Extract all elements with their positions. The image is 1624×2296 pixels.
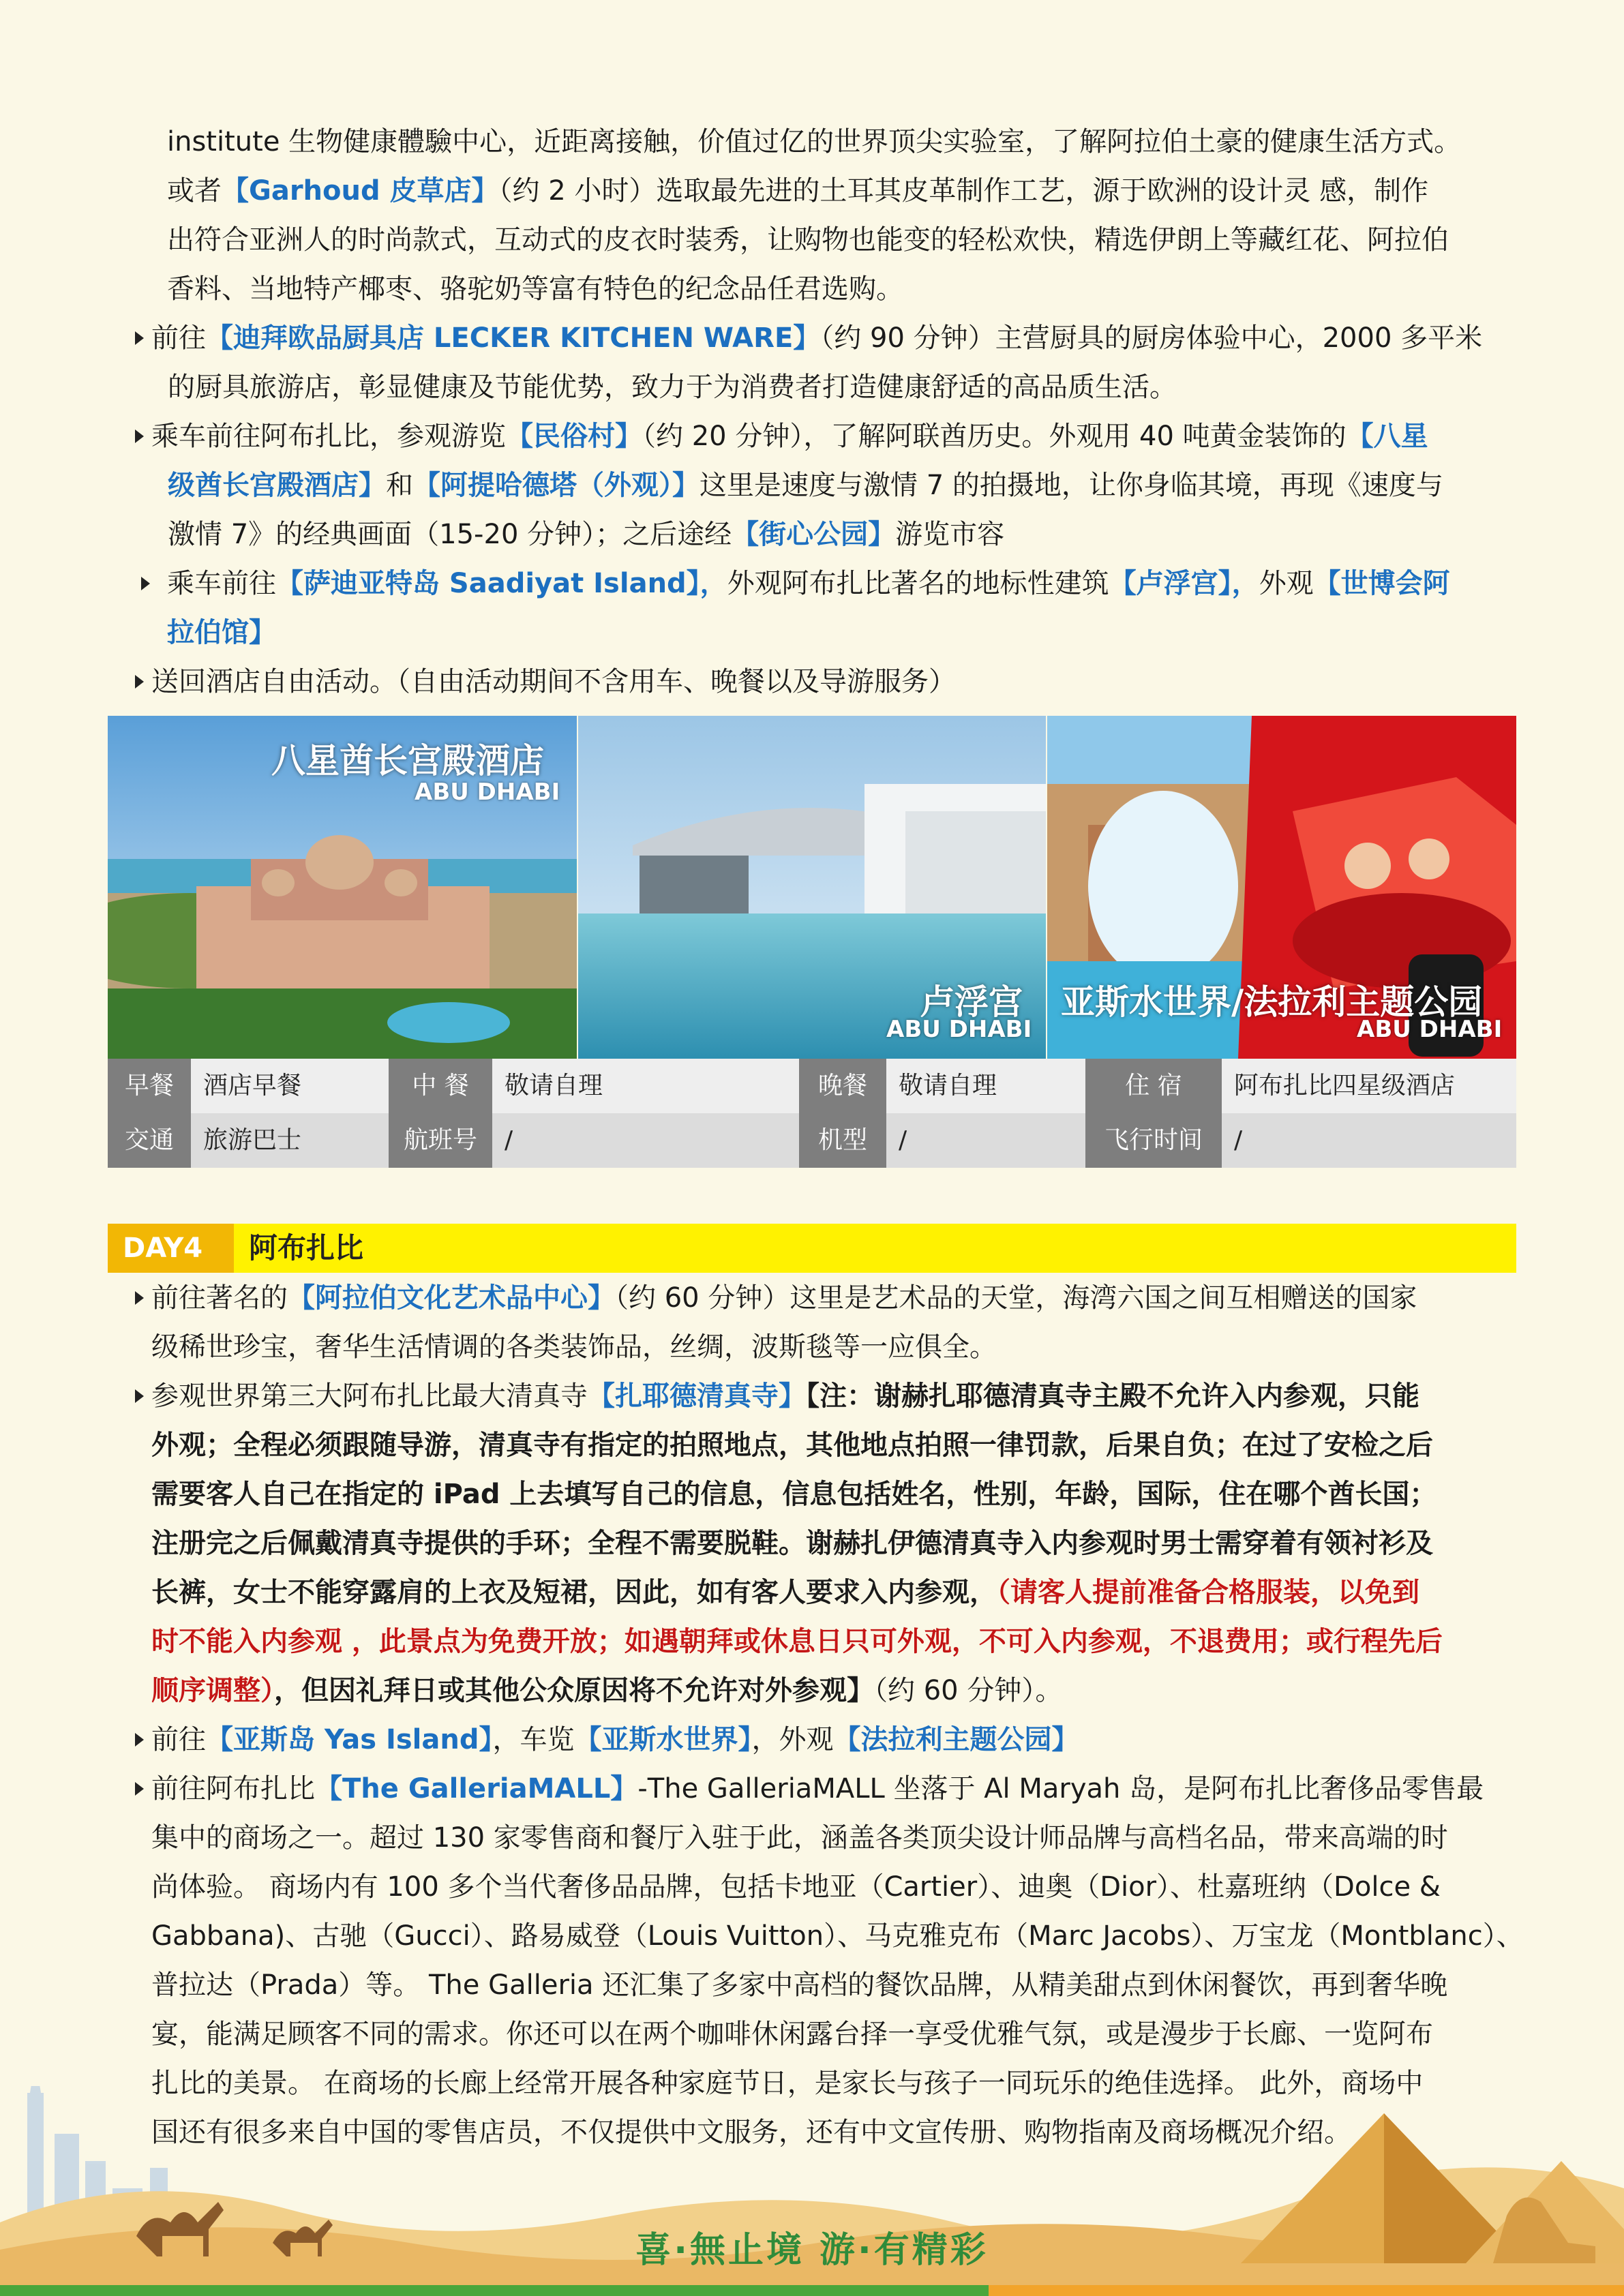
day-title: 阿布扎比 bbox=[249, 1231, 364, 1265]
bullet-triangle-icon bbox=[141, 577, 150, 590]
photo-emirates-palace bbox=[108, 716, 577, 1059]
day3-info-table bbox=[108, 1059, 1516, 1168]
transport-label: 交通 bbox=[108, 1113, 191, 1168]
photo-1-subtitle: ABU DHABI bbox=[415, 779, 560, 806]
bullet-abu-dhabi-tour: 乘车前往阿布扎比，参观游览【民俗村】（约 20 分钟），了解阿联酋历史。外观用 40 吨黄金装饰的【八星 级酋长宫殿酒店】和【阿提哈德塔（外观）】这里是速度与激情 7 的拍摄地，让你身临其境，再现《速度与 激情 7》的经典画面（15-20 分钟）；之后途经【街心公园】游览市容 bbox=[151, 412, 1522, 559]
flight-label: 航班号 bbox=[389, 1113, 492, 1168]
lunch-value: 敬请自理 bbox=[492, 1059, 799, 1113]
photo-3-subtitle: ABU DHABI bbox=[1357, 1016, 1503, 1043]
photo-2-title: 卢浮宫 bbox=[920, 982, 1023, 1022]
bullet-yas-island: 前往【亚斯岛 Yas Island】，车览【亚斯水世界】，外观【法拉利主题公园】 bbox=[151, 1715, 1522, 1764]
bullet-saadiyat: 乘车前往【萨迪亚特岛 Saadiyat Island】，外观阿布扎比著名的地标性建筑【卢浮宫】，外观【世博会阿 拉伯馆】 bbox=[167, 559, 1537, 657]
intro-paragraph bbox=[167, 117, 1507, 314]
plane-label: 机型 bbox=[799, 1113, 886, 1168]
photo-louvre bbox=[578, 716, 1046, 1059]
photo-3-title: 亚斯水世界/法拉利主题公园 bbox=[1061, 982, 1483, 1022]
dinner-value: 敬请自理 bbox=[886, 1059, 1085, 1113]
bullet-triangle-icon bbox=[135, 1291, 144, 1305]
photo-yas-waterworld bbox=[1047, 716, 1516, 1059]
bullet-galleria-mall: 前往阿布扎比【The GalleriaMALL】-The GalleriaMALL 坐落于 Al Maryah 岛，是阿布扎比奢侈品零售最 集中的商场之一。超过 130 家零售商和餐厅入驻于此，涵盖各类顶尖设计师品牌与高档名品，带来高端的时 尚体验。 商场内有 100 多个当代奢侈品品牌，包括卡地亚（Cartier）、迪奥（Dior）、杜嘉班纳（Dolce & Gabbana)、古驰（Gucci）、路易威登（Louis Vuitton）、马克雅克布（Marc Jacobs）、万宝龙（Montblanc）、 普拉达（Prada）等。 The Galleria 还汇集了多家中高档的餐饮品牌，从精美甜点到休闲餐饮，再到奢华晚 宴，能满足顾客不同的需求。你还可以在两个咖啡休闲露台择一享受优雅气氛，或是漫步于长廊、一览阿布 扎比的美景。 在商场的长廊上经常开展各种家庭节日，是家长与孩子一同玩乐的绝佳选择。 此外，商场中 国还有很多来自中国的零售店员，不仅提供中文服务，还有中文宣传册、购物指南及商场概况介绍。 bbox=[151, 1764, 1522, 2157]
day4-header bbox=[108, 1224, 1516, 1273]
photo-1-title: 八星酋长宫殿酒店 bbox=[271, 741, 544, 781]
intro-line-2: 或者【Garhoud 皮草店】（约 2 小时）选取最先进的土耳其皮革制作工艺，源于欧洲的设计灵 感，制作 bbox=[167, 175, 1429, 207]
intro-line-3: 出符合亚洲人的时尚款式，互动式的皮衣时装秀，让购物也能变的轻松欢快，精选伊朗上等藏红花、阿拉伯 bbox=[167, 224, 1449, 256]
bullet-kitchenware: 前往【迪拜欧品厨具店 LECKER KITCHEN WARE】（约 90 分钟）主营厨具的厨房体验中心，2000 多平米 的厨具旅游店，彰显健康及节能优势，致力于为消费者打造健康舒适的高品质生活。 bbox=[151, 314, 1522, 412]
photo-band bbox=[108, 716, 1516, 1059]
flight-time-value: / bbox=[1222, 1113, 1516, 1168]
bullet-triangle-icon bbox=[135, 331, 144, 345]
bullet-triangle-icon bbox=[135, 429, 144, 443]
stay-value: 阿布扎比四星级酒店 bbox=[1222, 1059, 1516, 1113]
day-badge: DAY4 bbox=[108, 1224, 234, 1273]
bullet-art-center: 前往著名的【阿拉伯文化艺术品中心】（约 60 分钟）这里是艺术品的天堂，海湾六国之间互相赠送的国家 级稀世珍宝，奢华生活情调的各类装饰品，丝绸，波斯毯等一应俱全。 bbox=[151, 1273, 1522, 1372]
bullet-triangle-icon bbox=[135, 1782, 144, 1796]
dinner-label: 晚餐 bbox=[799, 1059, 886, 1113]
intro-line-4: 香料、当地特产椰枣、骆驼奶等富有特色的纪念品任君选购。 bbox=[167, 273, 903, 305]
stay-label: 住 宿 bbox=[1085, 1059, 1222, 1113]
bullet-triangle-icon bbox=[135, 1733, 144, 1747]
lunch-label: 中 餐 bbox=[389, 1059, 492, 1113]
plane-value: / bbox=[886, 1113, 1085, 1168]
intro-line-1: institute 生物健康體驗中心，近距离接触，价值过亿的世界顶尖实验室，了解阿拉伯土豪的健康生活方式。 bbox=[167, 126, 1462, 157]
flight-value: / bbox=[492, 1113, 799, 1168]
bullet-grand-mosque: 参观世界第三大阿布扎比最大清真寺【扎耶德清真寺】【注：谢赫扎耶德清真寺主殿不允许入内参观，只能 外观；全程必须跟随导游，清真寺有指定的拍照地点，其他地点拍照一律罚款，后果自负；在过了安检之后 需要客人自己在指定的 iPad 上去填写自己的信息，信息包括姓名，性别，年龄，国际，住在哪个酋长国； 注册完之后佩戴清真寺提供的手环；全程不需要脱鞋。谢赫扎伊德清真寺入内参观时男士需穿着有领衬衫及 长裤，女士不能穿露肩的上衣及短裙，因此，如有客人要求入内参观，（请客人提前准备合格服装，以免到 时不能入内参观 ，此景点为免费开放；如遇朝拜或休息日只可外观，不可入内参观，不退费用；或行程先后 顺序调整），但因礼拜日或其他公众原因将不允许对外参观】（约 60 分钟）。 bbox=[151, 1372, 1522, 1715]
bullet-triangle-icon bbox=[135, 1389, 144, 1403]
flight-time-label: 飞行时间 bbox=[1085, 1113, 1222, 1168]
bullet-hotel-free: 送回酒店自由活动。（自由活动期间不含用车、晚餐以及导游服务） bbox=[151, 657, 1522, 706]
bullet-triangle-icon bbox=[135, 675, 144, 689]
footer-slogan: 喜·無止境 游·有精彩 bbox=[635, 2230, 989, 2271]
breakfast-label: 早餐 bbox=[108, 1059, 191, 1113]
transport-value: 旅游巴士 bbox=[191, 1113, 389, 1168]
breakfast-value: 酒店早餐 bbox=[191, 1059, 389, 1113]
photo-2-subtitle: ABU DHABI bbox=[886, 1016, 1032, 1043]
